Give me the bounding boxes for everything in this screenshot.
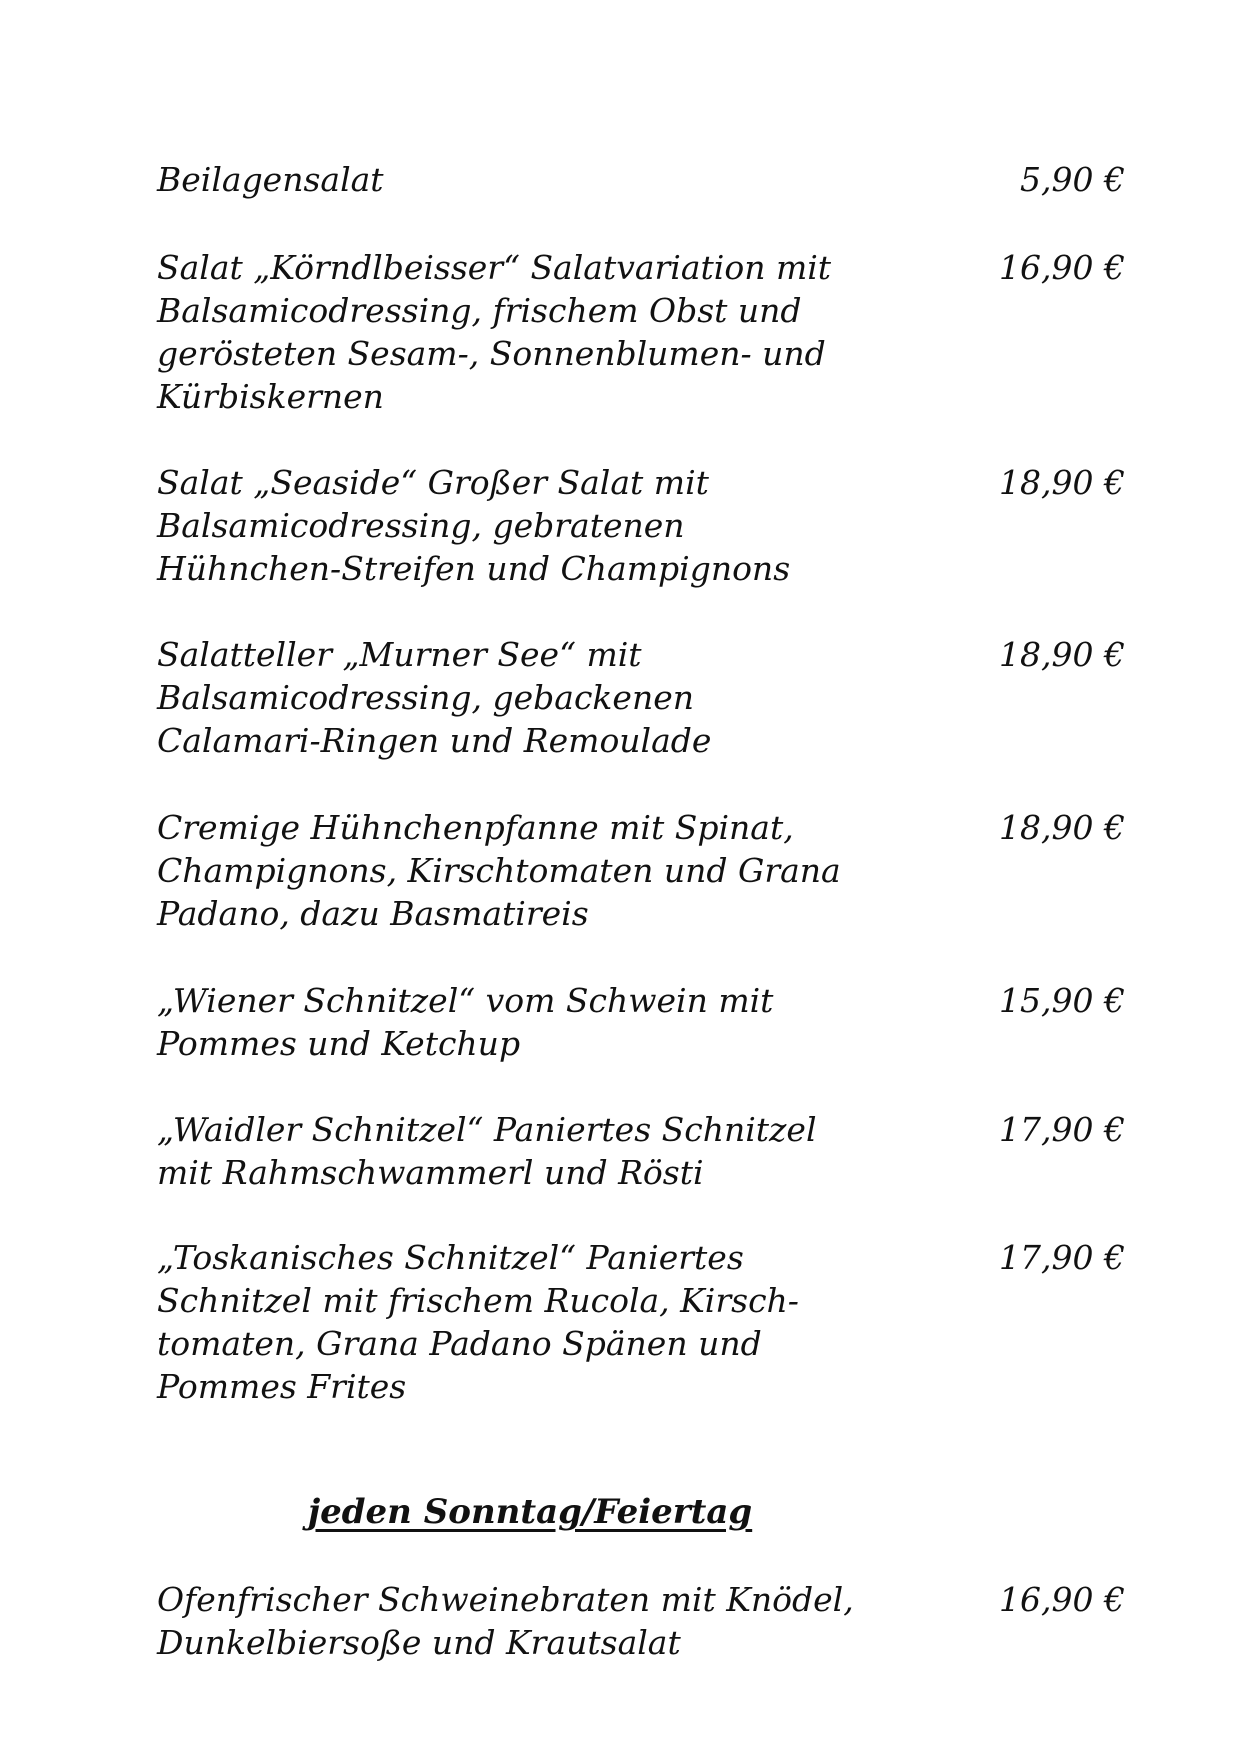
menu-item-text: Beilagensalat [157,160,384,199]
menu-item-price: 16,90 € [999,1580,1125,1619]
menu-item-text: Ofenfrischer Schweinebraten mit Knödel, Dunkelbiersoße und Krautsalat [157,1580,854,1662]
menu-item-price: 17,90 € [999,1238,1125,1277]
menu-item-text: Salat „Körndlbeisser“ Salatvariation mit Balsamicodressing, frischem Obst und gerösteten Sesam-, Sonnenblumen- und Kürbiskernen [157,248,832,416]
menu-item-price: 15,90 € [999,981,1125,1020]
menu-item-price: 17,90 € [999,1110,1125,1149]
section-heading-sunday: jeden Sonntag/Feiertag [307,1492,753,1532]
menu-item-text: „Wiener Schnitzel“ vom Schwein mit Pommes und Ketchup [157,981,774,1063]
menu-item-price: 5,90 € [1020,160,1125,199]
menu-item-text: „Waidler Schnitzel“ Paniertes Schnitzel mit Rahmschwammerl und Rösti [157,1110,817,1192]
menu-item-price: 18,90 € [999,808,1125,847]
menu-item-price: 16,90 € [999,248,1125,287]
menu-item-text: Salat „Seaside“ Großer Salat mit Balsamicodressing, gebratenen Hühnchen-Streifen und Champignons [157,463,791,588]
menu-item-text: Salatteller „Murner See“ mit Balsamicodressing, gebackenen Calamari-Ringen und Remoulade [157,635,712,760]
menu-item-text: „Toskanisches Schnitzel“ Paniertes Schnitzel mit frischem Rucola, Kirsch- tomaten, Grana Padano Spänen und Pommes Frites [157,1238,799,1406]
menu-item-text: Cremige Hühnchenpfanne mit Spinat, Champignons, Kirschtomaten und Grana Padano, dazu Basmatireis [157,808,841,933]
menu-item-price: 18,90 € [999,463,1125,502]
menu-item-price: 18,90 € [999,635,1125,674]
